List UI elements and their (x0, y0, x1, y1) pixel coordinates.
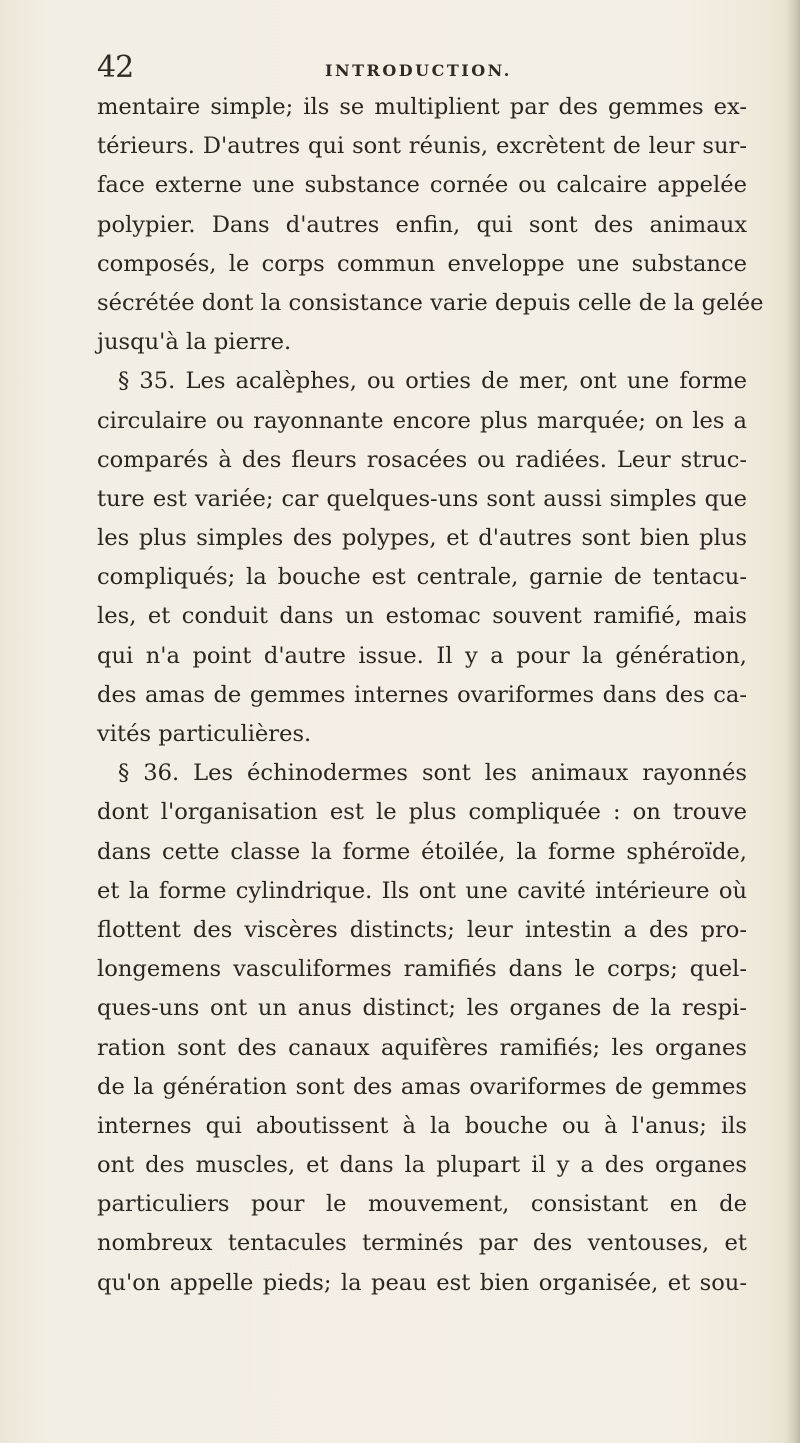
text-line: ture est variée; car quelques-uns sont aussi simples que (97, 485, 747, 512)
text-line: polypier. Dans d'autres enfin, qui sont des animaux (97, 211, 747, 238)
text-line: compliqués; la bouche est centrale, garnie de tentacu- (97, 564, 747, 591)
text-line: composés, le corps commun enveloppe une substance (97, 250, 747, 277)
text-line: mentaire simple; ils se multiplient par des gemmes ex- (97, 94, 747, 120)
text-line: jusqu'à la pierre. (97, 329, 292, 356)
text-line: nombreux tentacules terminés par des ventouses, et (97, 1230, 747, 1257)
text-line: ques-uns ont un anus distinct; les organes de la respi- (97, 995, 747, 1022)
paragraph-35-start: § 35. Les acalèphes, ou orties de mer, ont une forme (118, 368, 747, 395)
text-line: circulaire ou rayonnante encore plus marquée; on les a (97, 407, 747, 434)
text-line: les, et conduit dans un estomac souvent ramifié, mais (97, 603, 747, 630)
text-line: de la génération sont des amas ovariformes de gemmes (97, 1073, 747, 1100)
text-line: qui n'a point d'autre issue. Il y a pour la génération, (97, 642, 747, 669)
text-line: térieurs. D'autres qui sont réunis, excrètent de leur sur- (97, 133, 747, 160)
text-line: particuliers pour le mouvement, consistant en de (97, 1191, 747, 1218)
text-line: ont des muscles, et dans la plupart il y a des organes (97, 1152, 747, 1179)
text-line: et la forme cylindrique. Ils ont une cavité intérieure où (97, 877, 747, 904)
text-line: comparés à des fleurs rosacées ou radiées. Leur struc- (97, 446, 747, 473)
text-line: sécrétée dont la consistance varie depuis celle de la gelée (97, 289, 764, 316)
text-line: dans cette classe la forme étoilée, la forme sphéroïde, (97, 838, 747, 865)
running-head: INTRODUCTION. (325, 61, 512, 80)
page-number: 42 (97, 50, 134, 85)
text-line: qu'on appelle pieds; la peau est bien organisée, et sou- (97, 1269, 747, 1296)
page-edge-shadow (786, 0, 800, 1443)
text-line: vités particulières. (97, 721, 312, 747)
paragraph-36-start: § 36. Les échinodermes sont les animaux rayonnés (118, 760, 747, 787)
page-header (97, 50, 737, 90)
text-line: ration sont des canaux aquifères ramifiés; les organes (97, 1034, 747, 1061)
text-line: face externe une substance cornée ou calcaire appelée (97, 172, 747, 199)
text-line: longemens vasculiformes ramifiés dans le corps; quel- (97, 956, 747, 983)
text-line: les plus simples des polypes, et d'autres sont bien plus (97, 525, 747, 552)
text-line: internes qui aboutissent à la bouche ou à l'anus; ils (97, 1112, 747, 1139)
text-line: dont l'organisation est le plus compliquée : on trouve (97, 799, 747, 826)
text-line: des amas de gemmes internes ovariformes dans des ca- (97, 681, 747, 708)
text-line: flottent des viscères distincts; leur intestin a des pro- (97, 916, 747, 943)
body-text (97, 88, 764, 1303)
